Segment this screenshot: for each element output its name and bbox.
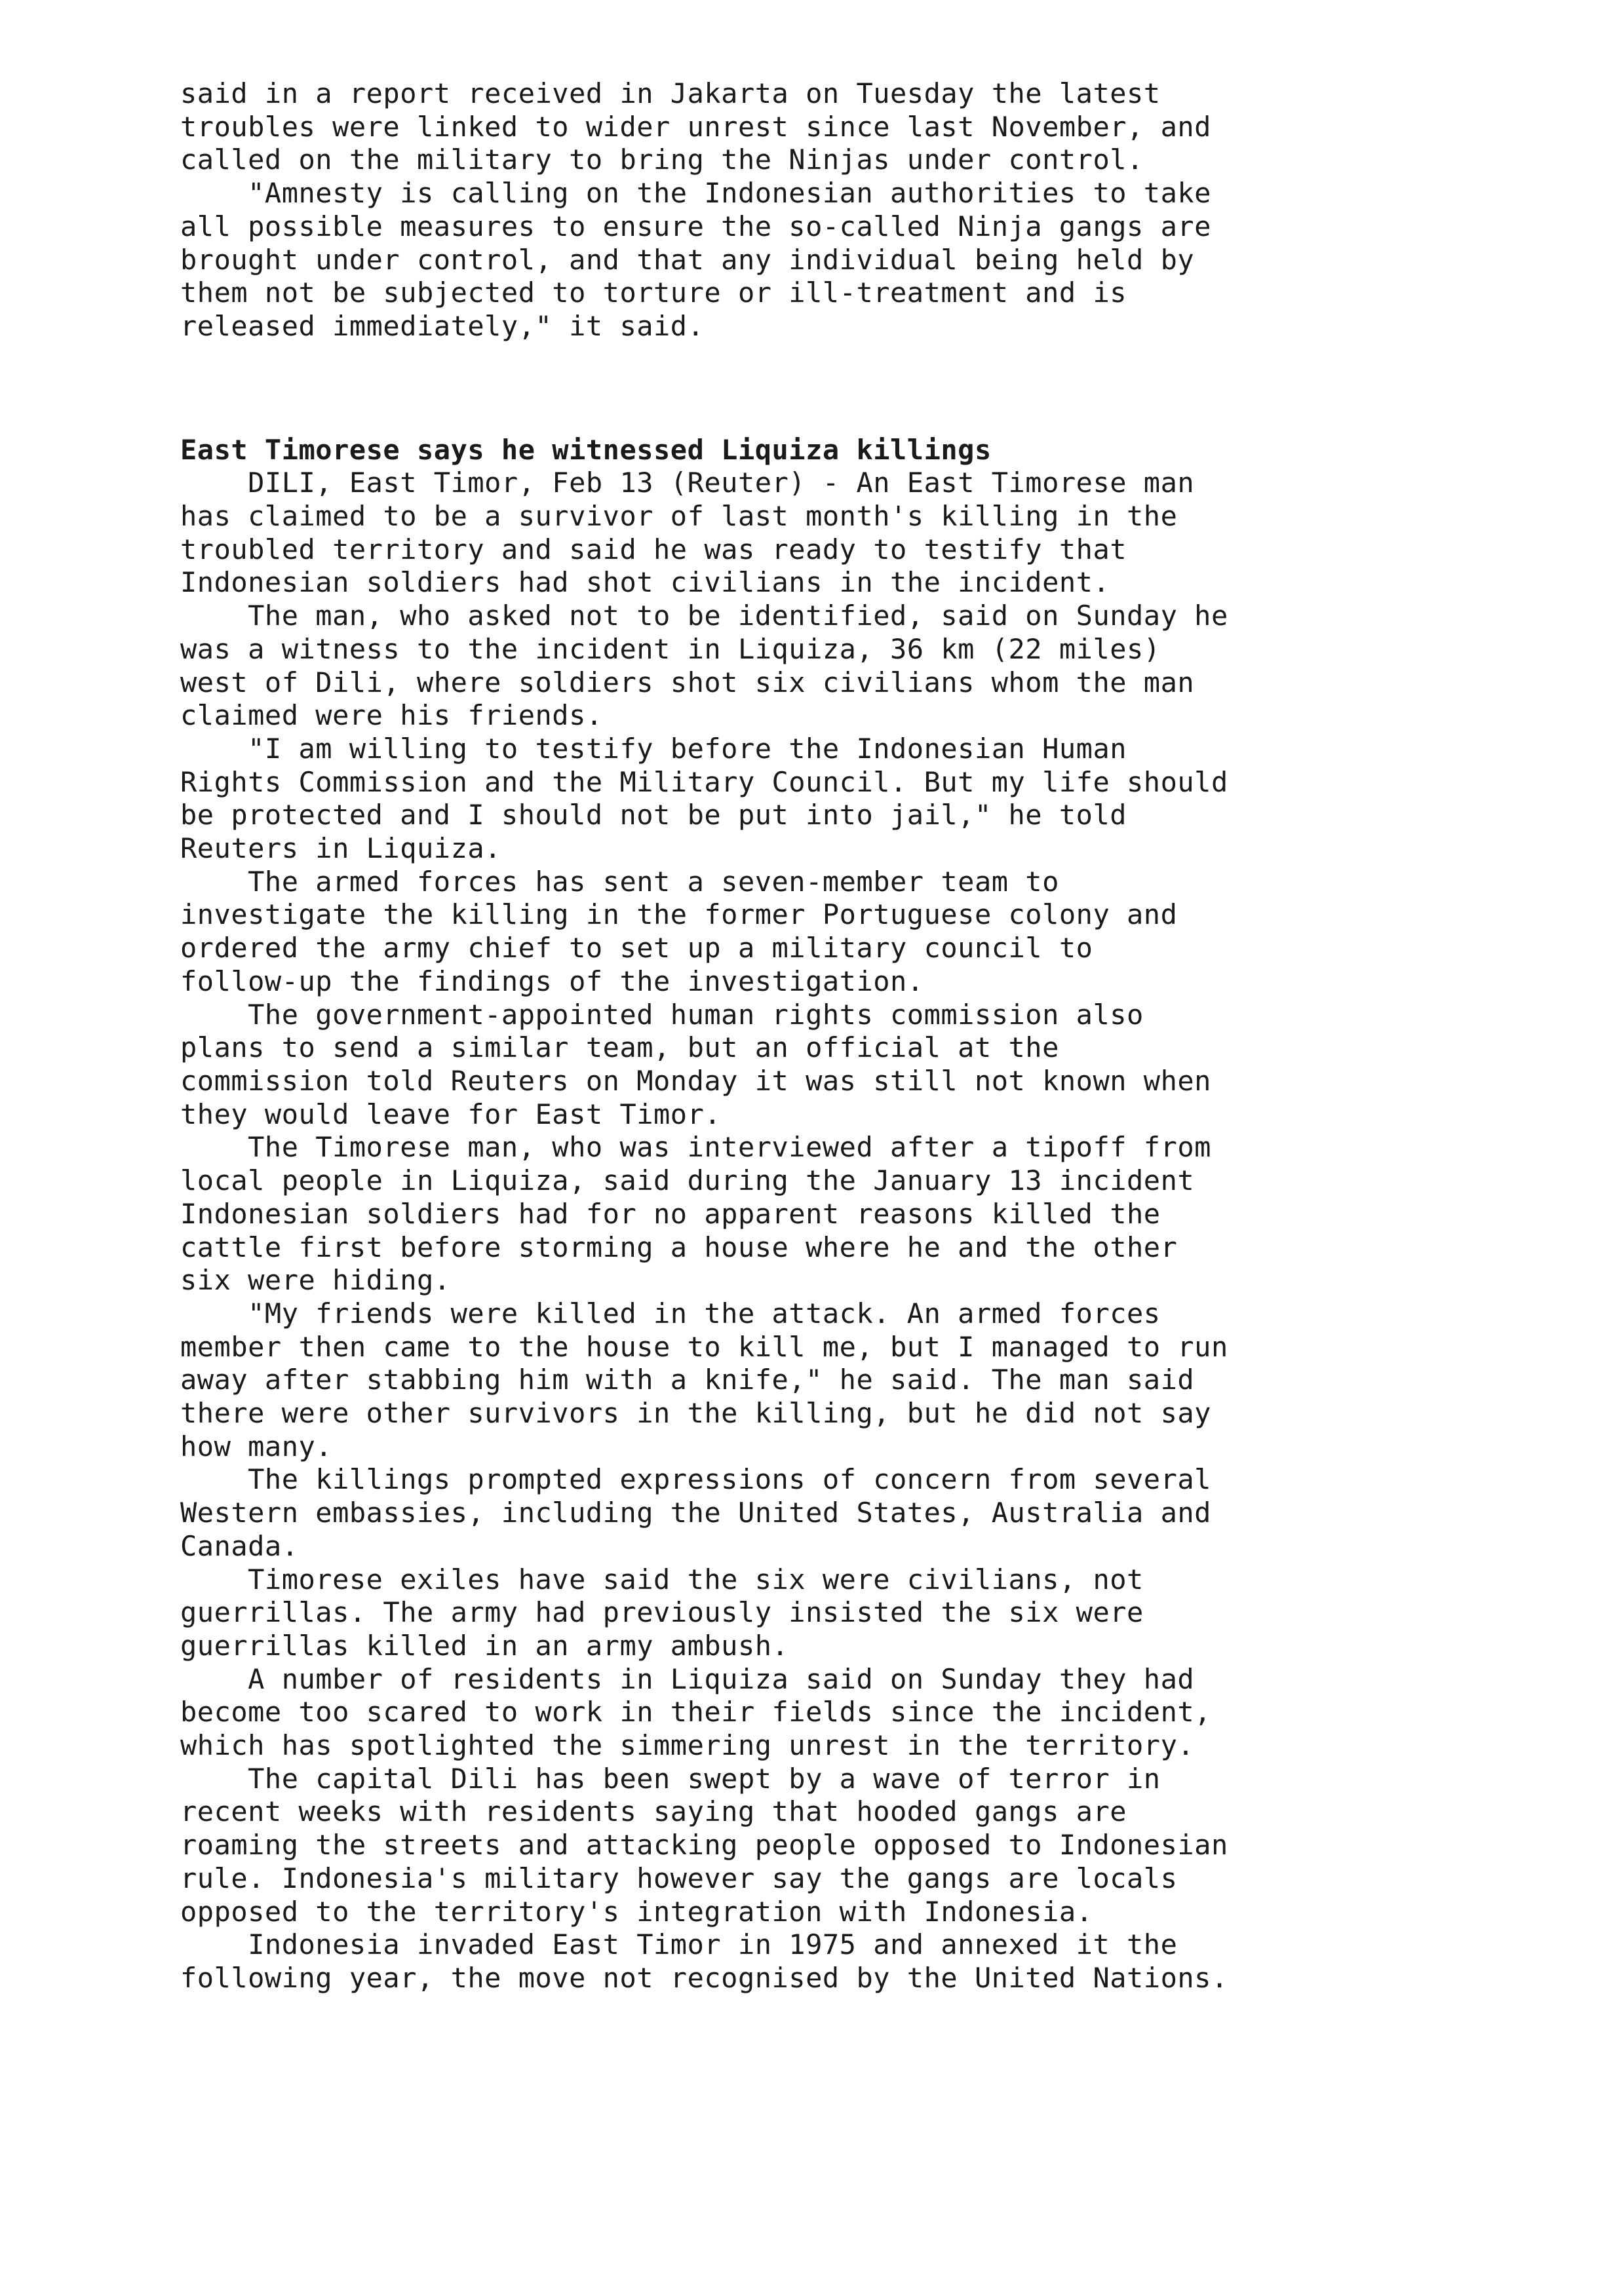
body-line: Reuters in Liquiza. [180,832,501,865]
body-line: ordered the army chief to set up a military council to [180,932,1093,965]
body-line: opposed to the territory's integration with Indonesia. [180,1895,1093,1928]
body-line: Indonesian soldiers had for no apparent reasons killed the [180,1197,1161,1230]
body-line: member then came to the house to kill me, but I managed to run [180,1330,1228,1363]
body-line: become too scared to work in their fields since the incident, [180,1696,1211,1729]
body-line: six were hiding. [180,1264,451,1297]
intro-line: troubles were linked to wider unrest since last November, and [180,110,1211,143]
body-line: troubled territory and said he was ready to testify that [180,533,1127,565]
body-line: A number of residents in Liquiza said on Sunday they had [180,1662,1195,1695]
body-line: claimed were his friends. [180,699,603,732]
body-line: guerrillas killed in an army ambush. [180,1629,789,1662]
intro-line: them not be subjected to torture or ill-treatment and is [180,277,1127,309]
body-line: Rights Commission and the Military Council. But my life should [180,765,1228,798]
body-line: Indonesian soldiers had shot civilians in the incident. [180,566,1110,599]
body-line: The killings prompted expressions of concern from several [180,1463,1211,1496]
body-line: recent weeks with residents saying that hooded gangs are [180,1795,1127,1828]
body-line: The armed forces has sent a seven-member team to [180,865,1059,898]
body-line: there were other survivors in the killing, but he did not say [180,1397,1211,1430]
body-line: The man, who asked not to be identified, said on Sunday he [180,600,1228,632]
intro-line: brought under control, and that any individual being held by [180,243,1195,276]
body-line: investigate the killing in the former Portuguese colony and [180,898,1178,931]
body-line: follow-up the findings of the investigation. [180,965,924,997]
body-line: rule. Indonesia's military however say the gangs are locals [180,1862,1178,1894]
body-line: "I am willing to testify before the Indonesian Human [180,732,1127,765]
intro-line: said in a report received in Jakarta on Tuesday the latest [180,77,1161,109]
article-column [180,77,1498,1995]
body-line: away after stabbing him with a knife," he said. The man said [180,1364,1195,1396]
body-line: local people in Liquiza, said during the January 13 incident [180,1164,1195,1197]
body-line: Western embassies, including the United States, Australia and [180,1497,1211,1529]
body-line: "My friends were killed in the attack. An armed forces [180,1297,1161,1330]
body-line: Indonesia invaded East Timor in 1975 and annexed it the [180,1928,1178,1961]
intro-paragraphs [180,77,1498,343]
body-line: guerrillas. The army had previously insisted the six were [180,1596,1144,1629]
body-line: roaming the streets and attacking people opposed to Indonesian [180,1829,1228,1862]
body-line: was a witness to the incident in Liquiza, 36 km (22 miles) [180,632,1161,665]
article-headline: East Timorese says he witnessed Liquiza killings [180,433,992,466]
body-line: Canada. [180,1529,299,1562]
intro-line: released immediately," it said. [180,309,705,342]
body-line: has claimed to be a survivor of last month's killing in the [180,500,1178,533]
intro-line: "Amnesty is calling on the Indonesian authorities to take [180,177,1211,210]
body-line: which has spotlighted the simmering unrest in the territory. [180,1729,1195,1762]
body-line: Timorese exiles have said the six were civilians, not [180,1563,1144,1596]
body-line: The Timorese man, who was interviewed after a tipoff from [180,1131,1211,1164]
intro-line: called on the military to bring the Ninjas under control. [180,144,1144,176]
body-line: following year, the move not recognised by the United Nations. [180,1961,1228,1994]
article-body [180,467,1498,1995]
body-line: cattle first before storming a house where he and the other [180,1231,1178,1263]
body-line: west of Dili, where soldiers shot six civilians whom the man [180,666,1195,698]
body-line: The government-appointed human rights commission also [180,998,1144,1031]
body-line: plans to send a similar team, but an official at the [180,1031,1059,1064]
body-line: they would leave for East Timor. [180,1098,722,1130]
section-gap [180,343,1498,434]
body-line: be protected and I should not be put into jail," he told [180,799,1127,832]
body-line: commission told Reuters on Monday it was still not known when [180,1064,1211,1097]
intro-line: all possible measures to ensure the so-called Ninja gangs are [180,210,1211,242]
body-line: The capital Dili has been swept by a wave of terror in [180,1762,1161,1795]
body-line: DILI, East Timor, Feb 13 (Reuter) - An East Timorese man [180,467,1195,499]
body-line: how many. [180,1430,333,1463]
